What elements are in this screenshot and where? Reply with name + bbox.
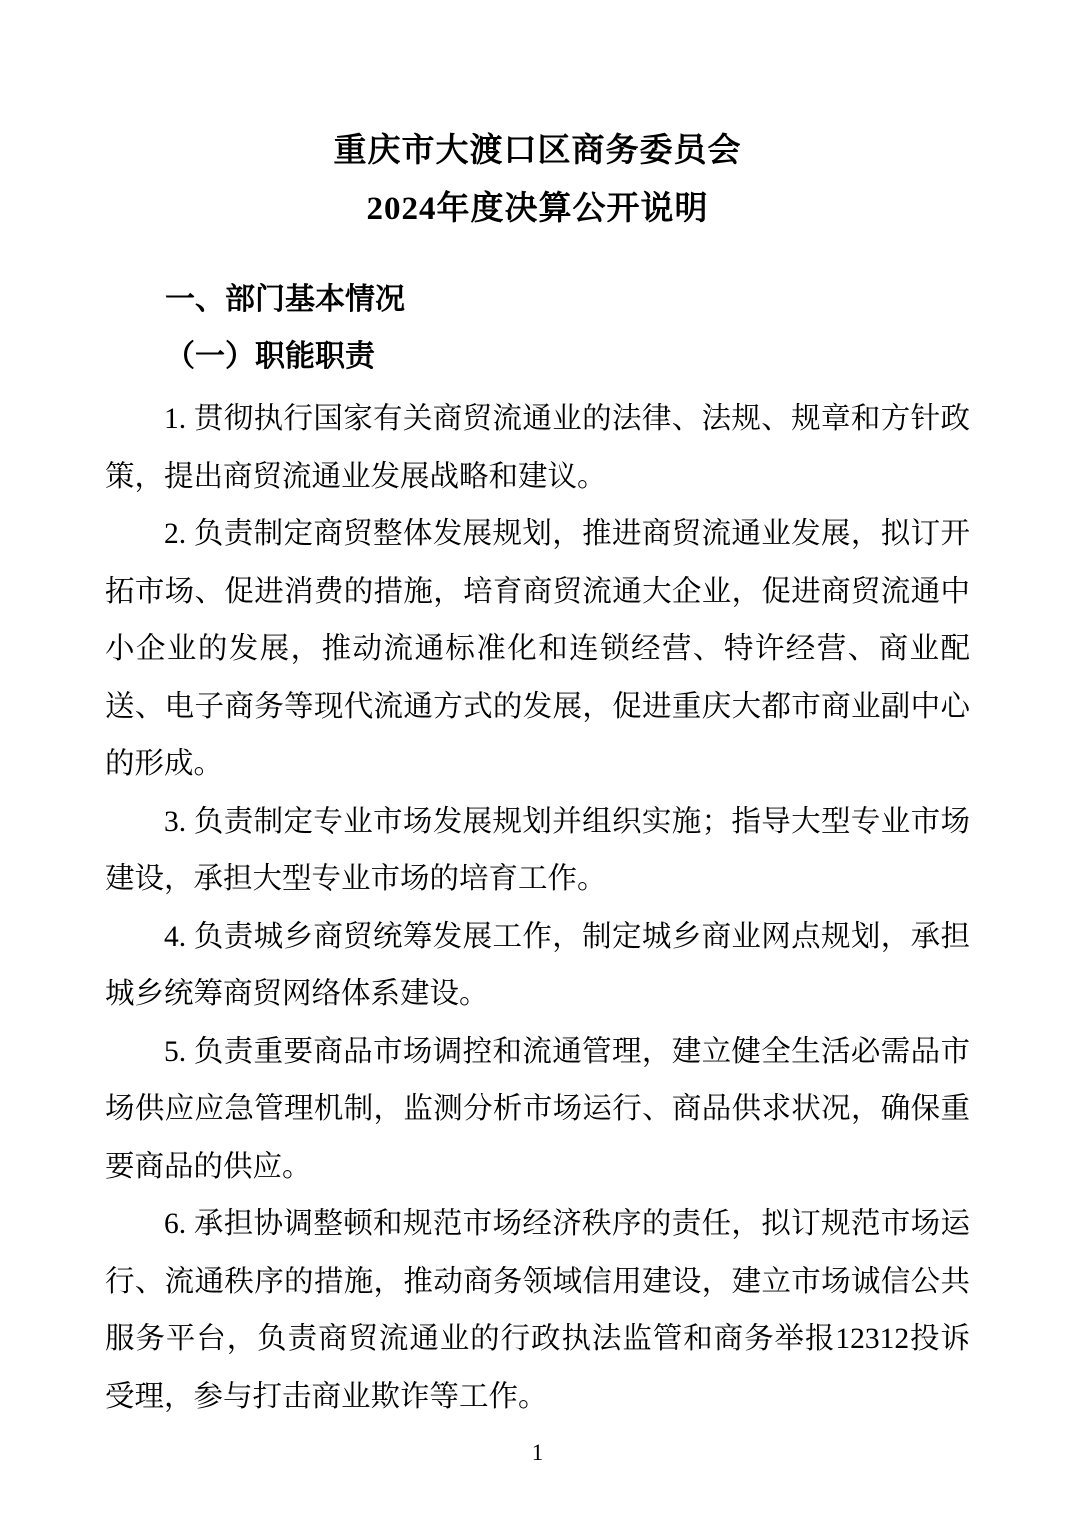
paragraph-6: 6. 承担协调整顿和规范市场经济秩序的责任，拟订规范市场运行、流通秩序的措施，推动商务领域信用建设，建立市场诚信公共服务平台，负责商贸流通业的行政执法监管和商务举报12312投诉受理，参与打击商业欺诈等工作。 — [105, 1208, 970, 1413]
paragraph-4: 4. 负责城乡商贸统筹发展工作，制定城乡商业网点规划，承担城乡统筹商贸网络体系建设。 — [105, 920, 970, 1010]
paragraph-2: 2. 负责制定商贸整体发展规划，推进商贸流通业发展，拟订开拓市场、促进消费的措施，培育商贸流通大企业，促进商贸流通中小企业的发展，推动流通标准化和连锁经营、特许经营、商业配送、电子商务等现代流通方式的发展，促进重庆大都市商业副中心的形成。 — [105, 518, 970, 780]
paragraph-3: 3. 负责制定专业市场发展规划并组织实施；指导大型专业市场建设，承担大型专业市场的培育工作。 — [105, 805, 970, 895]
paragraph-block — [105, 391, 970, 1426]
page-number: 1 — [531, 1440, 544, 1465]
section-heading: 一、部门基本情况 — [165, 283, 405, 316]
paragraph-5: 5. 负责重要商品市场调控和流通管理，建立健全生活必需品市场供应应急管理机制，监测分析市场运行、商品供求状况，确保重要商品的供应。 — [105, 1035, 970, 1183]
paragraph-1: 1. 贯彻执行国家有关商贸流通业的法律、法规、规章和方针政策，提出商贸流通业发展战略和建议。 — [105, 403, 970, 493]
subsection-heading: （一）职能职责 — [165, 340, 375, 373]
document-title-line1: 重庆市大渡口区商务委员会 — [333, 133, 742, 169]
document-title-line2: 2024年度决算公开说明 — [366, 191, 709, 227]
